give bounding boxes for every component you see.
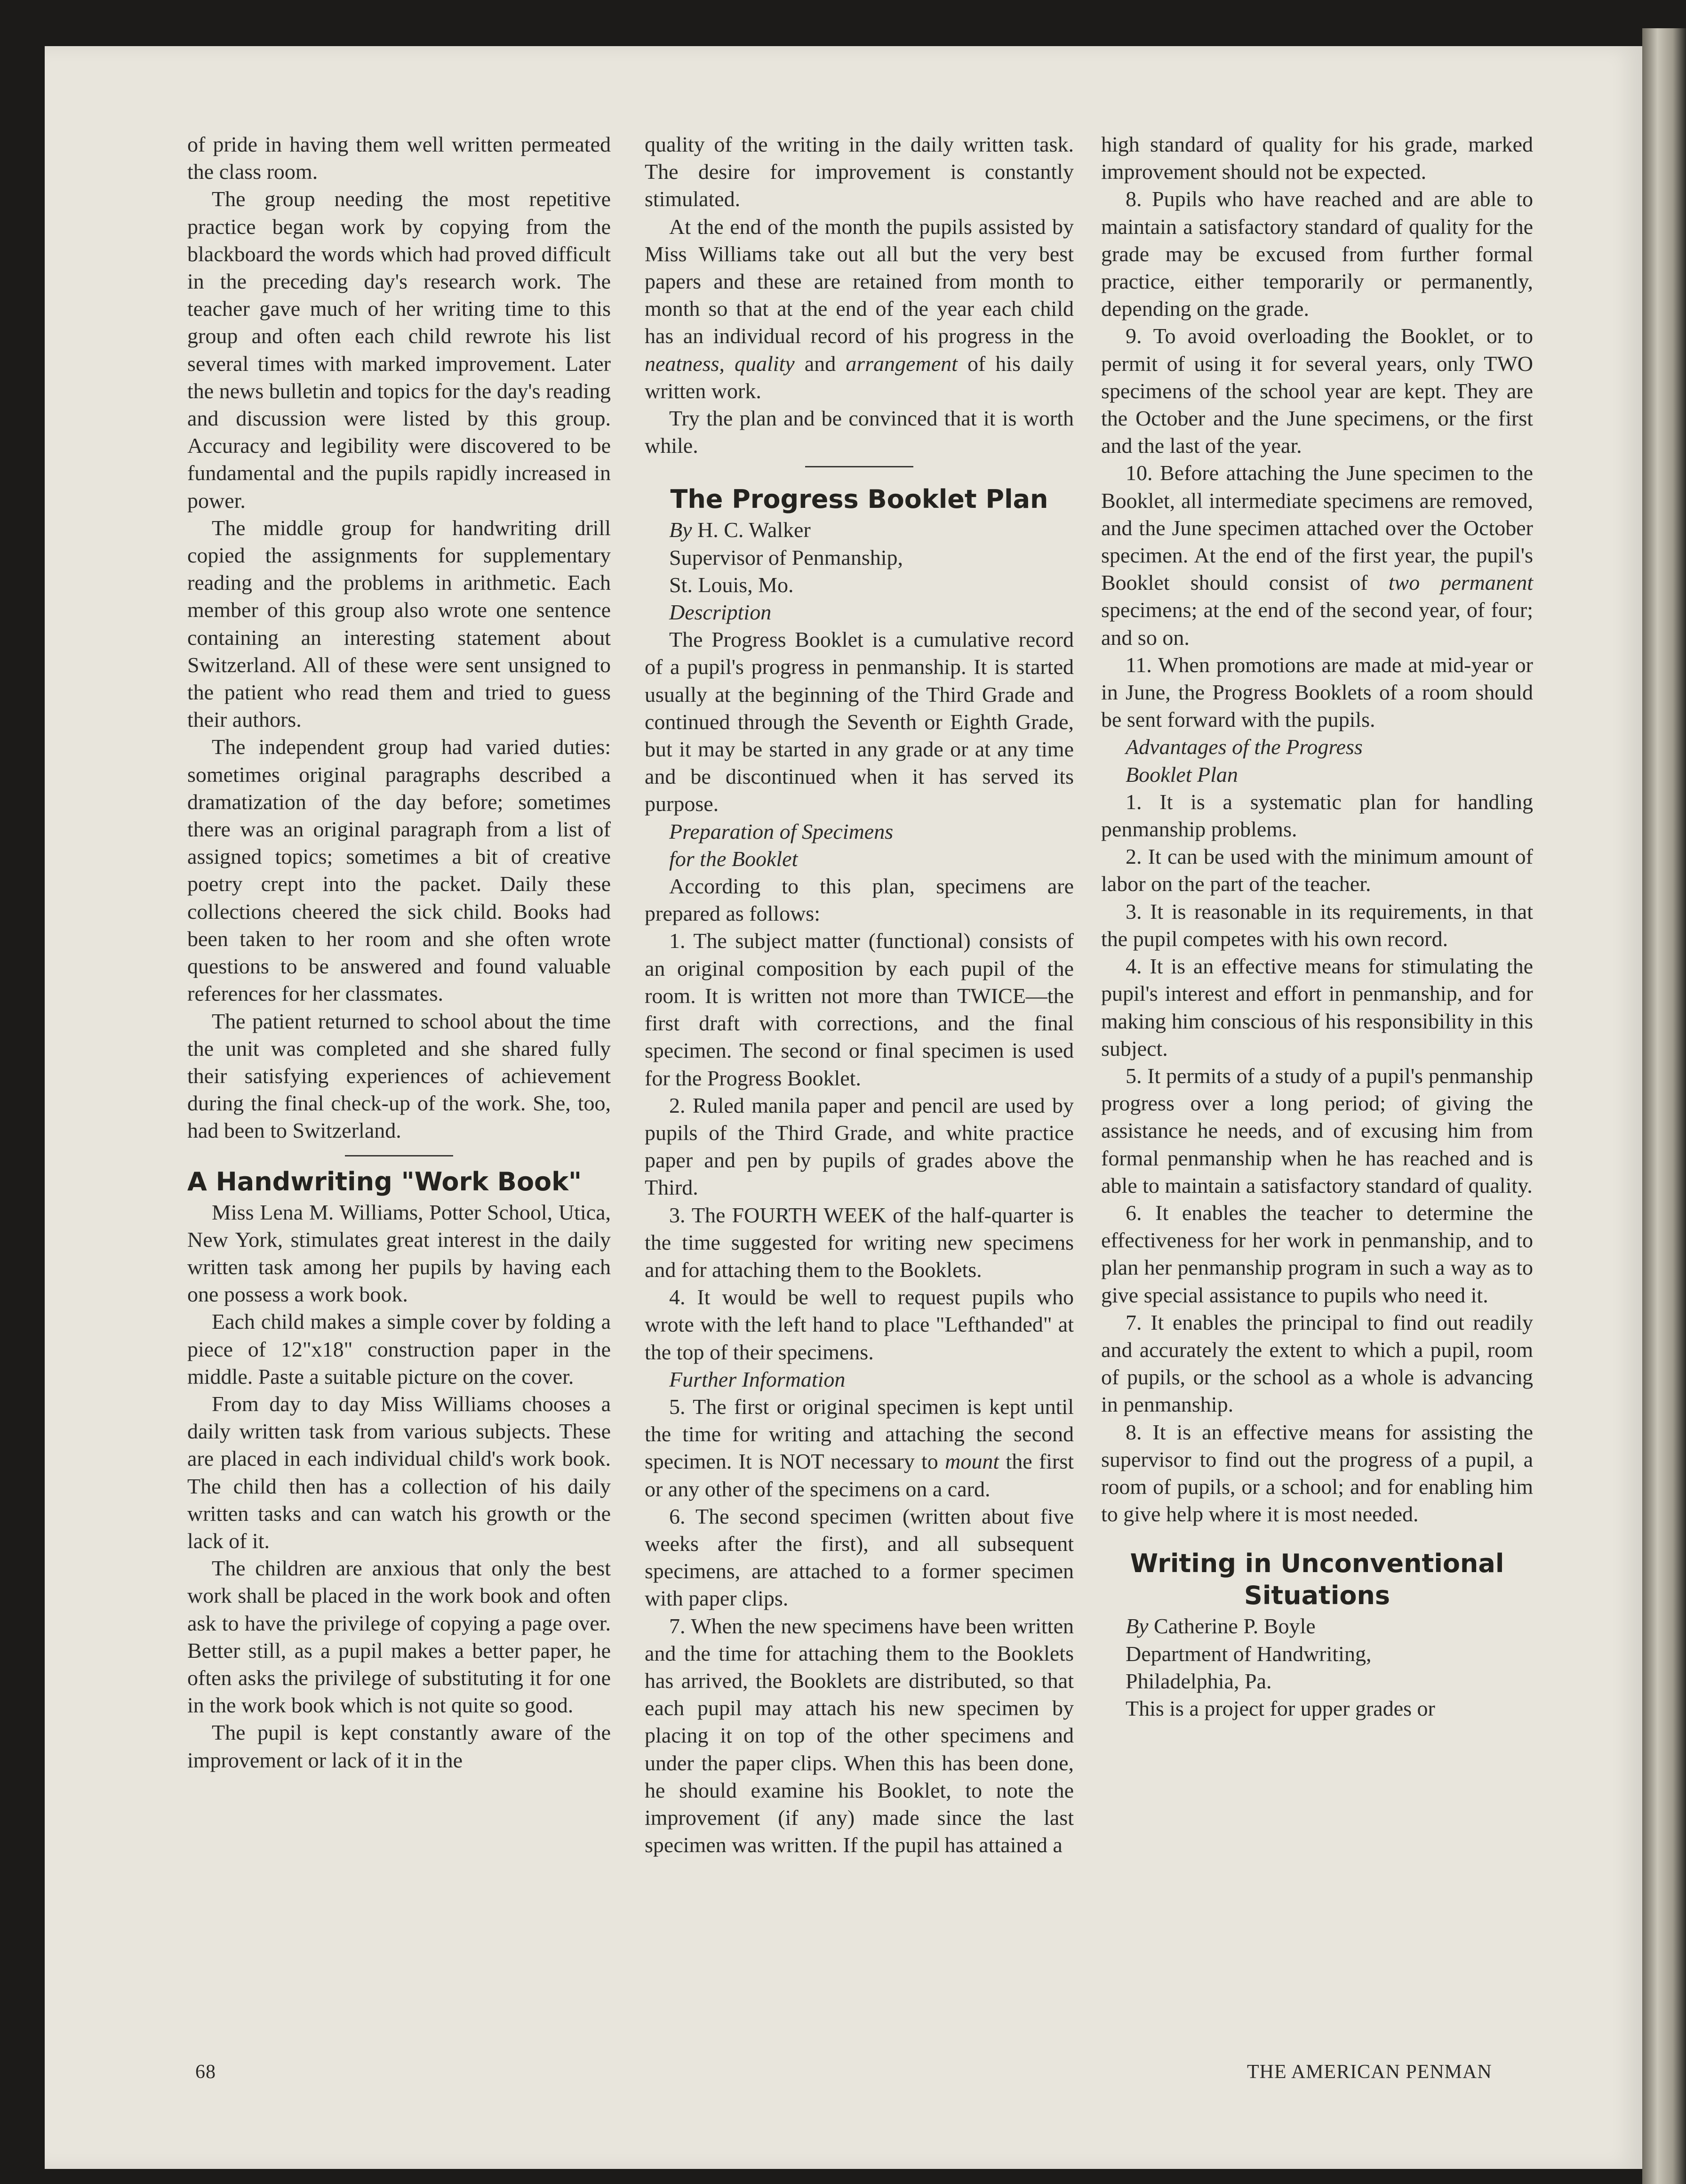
article-title-progress-booklet: The Progress Booklet Plan (670, 484, 1048, 514)
text-run: At the end of the month the pupils assisted by Miss Williams take out all but the very best papers and these are retained from month to month so that at the end of the year each child has an individual record of his progress in the (645, 214, 1074, 348)
paragraph: 4. It is an effective means for stimulating the pupil's interest and effort in penmanship, and for making him conscious of his responsibility in this subject. (1101, 954, 1533, 1060)
text-run: 10. Before attaching the June specimen to the Booklet, all intermediate specimens are removed, and the June specimen attached over the October specimen. At the end of the first year, the pupil's Booklet should consist of (1101, 461, 1533, 595)
binding-spine (1642, 28, 1686, 2184)
subheading-preparation-2: for the Booklet (669, 846, 798, 871)
paragraph (645, 213, 1074, 405)
byline (645, 516, 1074, 544)
paragraph: 11. When promotions are made at mid-year or in June, the Progress Booklets of a room should be sent forward with the pupils. (1101, 652, 1533, 732)
byline-by: By (669, 518, 692, 542)
paragraph: 2. Ruled manila paper and pencil are used by pupils of the Third Grade, and white practice paper and pen by pupils of grades above the Third. (645, 1093, 1074, 1200)
author-role: Supervisor of Penmanship, (669, 545, 903, 570)
text-run: the first or any other of the specimens on a card. (645, 1449, 1074, 1501)
paragraph: 8. Pupils who have reached and are able to maintain a satisfactory standard of quality for the grade may be excused from further formal practice, either temporarily or permanently, depending on the grade. (1101, 187, 1533, 321)
paragraph: This is a project for upper grades or (1126, 1696, 1435, 1720)
paragraph: high standard of quality for his grade, marked improvement should not be expected. (1101, 132, 1533, 184)
subheading-advantages-2: Booklet Plan (1126, 762, 1238, 787)
subheading-description: Description (669, 600, 772, 625)
paragraph: of pride in having them well written permeated the class room. (187, 132, 611, 184)
paragraph: 1. It is a systematic plan for handling penmanship problems. (1101, 789, 1533, 842)
subheading-advantages: Advantages of the Progress (1126, 735, 1363, 759)
paragraph: Miss Lena M. Williams, Potter School, Utica, New York, stimulates great interest in the daily written task among her pupils by having each one possess a work book. (187, 1200, 611, 1307)
column-1 (187, 131, 611, 1774)
italic-text: mount (945, 1449, 999, 1474)
article-title-unconventional: Writing in Unconventional (1130, 1549, 1504, 1579)
magazine-name: THE AMERICAN PENMAN (1247, 2061, 1492, 2083)
section-divider (345, 1155, 453, 1156)
author-role: Department of Handwriting, (1126, 1641, 1372, 1666)
paragraph: The children are anxious that only the best work shall be placed in the work book and often ask to have the privilege of copying a page over. Better still, as a pupil makes a better paper, he often asks the privilege of substituting it for one in the work book which is not quite so good. (187, 1556, 611, 1718)
article-title-workbook: A Handwriting "Work Book" (187, 1166, 582, 1196)
paragraph: 3. The FOURTH WEEK of the half-quarter is the time suggested for writing new specimens and for attaching them to the Booklets. (645, 1203, 1074, 1282)
paragraph: 1. The subject matter (functional) consists of an original composition by each pupil of the room. It is written not more than TWICE—the first draft with corrections, and the final specimen. The second or final specimen is used for the Progress Booklet. (645, 929, 1074, 1090)
paragraph: quality of the writing in the daily written task. The desire for improvement is constantly stimulated. (645, 132, 1074, 211)
paragraph: 6. It enables the teacher to determine the effectiveness for her work in penmanship, and to plan her penmanship program in such a way as to give special assistance to pupils who need it. (1101, 1200, 1533, 1307)
italic-text: neatness, quality (645, 351, 795, 376)
paragraph: The independent group had varied duties: sometimes original paragraphs described a dramatization of the day before; sometimes there was an original paragraph from a list of assigned topics; sometimes a bit of creative poetry crept into the packet. Daily these collections cheered the sick child. Books had been taken to her room and she often wrote questions to be answered and found valuable references for her classmates. (187, 735, 611, 1006)
subheading-further: Further Information (669, 1367, 846, 1391)
byline-author: H. C. Walker (697, 518, 811, 542)
paragraph: From day to day Miss Williams chooses a daily written task from various subjects. These are placed in each individual child's work book. The child then has a collection of his daily written tasks and can watch his growth or the lack of it. (187, 1391, 611, 1553)
byline-author: Catherine P. Boyle (1154, 1614, 1316, 1638)
paragraph: 7. When the new specimens have been written and the time for attaching them to the Booklets has arrived, the Booklets are distributed, so that each pupil may attach his new specimen by placing it on top of the other specimens and under the paper clips. When this has been done, he should examine his Booklet, to note the improvement (if any) made since the last specimen was written. If the pupil has attained a (645, 1614, 1074, 1857)
text-run: of his (967, 351, 1021, 376)
paragraph: 6. The second specimen (written about five weeks after the first), and all subsequent specimens, are attached to a former specimen with paper clips. (645, 1504, 1074, 1611)
section-divider (805, 466, 913, 467)
paragraph: According to this plan, specimens are prepared as follows: (645, 874, 1074, 926)
paragraph: 4. It would be well to request pupils who wrote with the left hand to place "Lefthanded" at the top of their specimens. (645, 1285, 1074, 1364)
page-number: 68 (195, 2061, 216, 2083)
author-place: St. Louis, Mo. (669, 572, 794, 597)
paragraph (645, 1393, 1074, 1503)
paragraph: 8. It is an effective means for assisting the supervisor to find out the progress of a pupil, a room of pupils, or a school; and for enabling him to give help where it is most needed. (1101, 1420, 1533, 1526)
paragraph: 3. It is reasonable in its requirements, in that the pupil competes with his own record. (1101, 899, 1533, 951)
italic-text: two permanent (1388, 570, 1534, 595)
paragraph: The Progress Booklet is a cumulative record of a pupil's progress in penmanship. It is started usually at the beginning of the Third Grade and continued through the Seventh or Eighth Grade, but it may be started in any grade or at any time and be discontinued when it has served its purpose. (645, 627, 1074, 816)
paragraph: The patient returned to school about the time the unit was completed and she shared fully their satisfying experiences of achievement during the final check-up of the work. She, too, had been to Switzerland. (187, 1009, 611, 1143)
paragraph: The pupil is kept constantly aware of the improvement or lack of it in the (187, 1720, 611, 1772)
text-run: and (804, 351, 836, 376)
paragraph: 5. It permits of a study of a pupil's penmanship progress over a long period; of giving the assistance he needs, and of excusing him from formal penmanship when he has reached and is able to maintain a satisfactory standard of quality. (1101, 1063, 1533, 1197)
author-place: Philadelphia, Pa. (1126, 1669, 1272, 1693)
paragraph (1101, 459, 1533, 651)
byline-by: By (1126, 1614, 1149, 1638)
italic-text: arrangement (846, 351, 958, 376)
column-3 (1101, 131, 1533, 1722)
paragraph: The group needing the most repetitive practice began work by copying from the blackboard the words which had proved difficult in the preceding day's research work. The teacher gave much of her writing time to this group and often each child rewrote his list several times with marked improvement. Later the news bulletin and topics for the day's reading and discussion were listed by this group. Accuracy and legibility were discovered to be fundamental and the pupils rapidly increased in power. (187, 187, 611, 513)
paragraph: The middle group for handwriting drill copied the assignments for supplementary reading and the problems in arithmetic. Each member of this group also wrote one sentence containing an interesting statement about Switzerland. All of these were sent unsigned to the patient who read them and tried to guess their authors. (187, 515, 611, 732)
text-run: daily written work. (645, 351, 1074, 403)
paragraph: 9. To avoid overloading the Booklet, or to permit of using it for several years, only TWO specimens of the school year are kept. They are the October and the June specimens, or the first and the last of the year. (1101, 324, 1533, 458)
column-2 (645, 131, 1074, 1859)
text-run: 5. The first or original specimen is kept until the time for writing and attaching the second specimen. It is NOT necessary to (645, 1394, 1074, 1474)
article-title-unconventional-2: Situations (1244, 1581, 1390, 1611)
paragraph: Each child makes a simple cover by folding a piece of 12"x18" construction paper in the middle. Paste a suitable picture on the cover. (187, 1309, 611, 1389)
paragraph: Try the plan and be convinced that it is worth while. (645, 406, 1074, 458)
text-run: specimens; at the end of the second year, of four; and so on. (1101, 598, 1533, 650)
paragraph: 2. It can be used with the minimum amount of labor on the part of the teacher. (1101, 844, 1533, 896)
subheading-preparation: Preparation of Specimens (669, 819, 894, 843)
byline (1101, 1613, 1533, 1640)
paragraph: 7. It enables the principal to find out readily and accurately the extent to which a pupil, room of pupils, or the school as a whole is advancing in penmanship. (1101, 1310, 1533, 1417)
